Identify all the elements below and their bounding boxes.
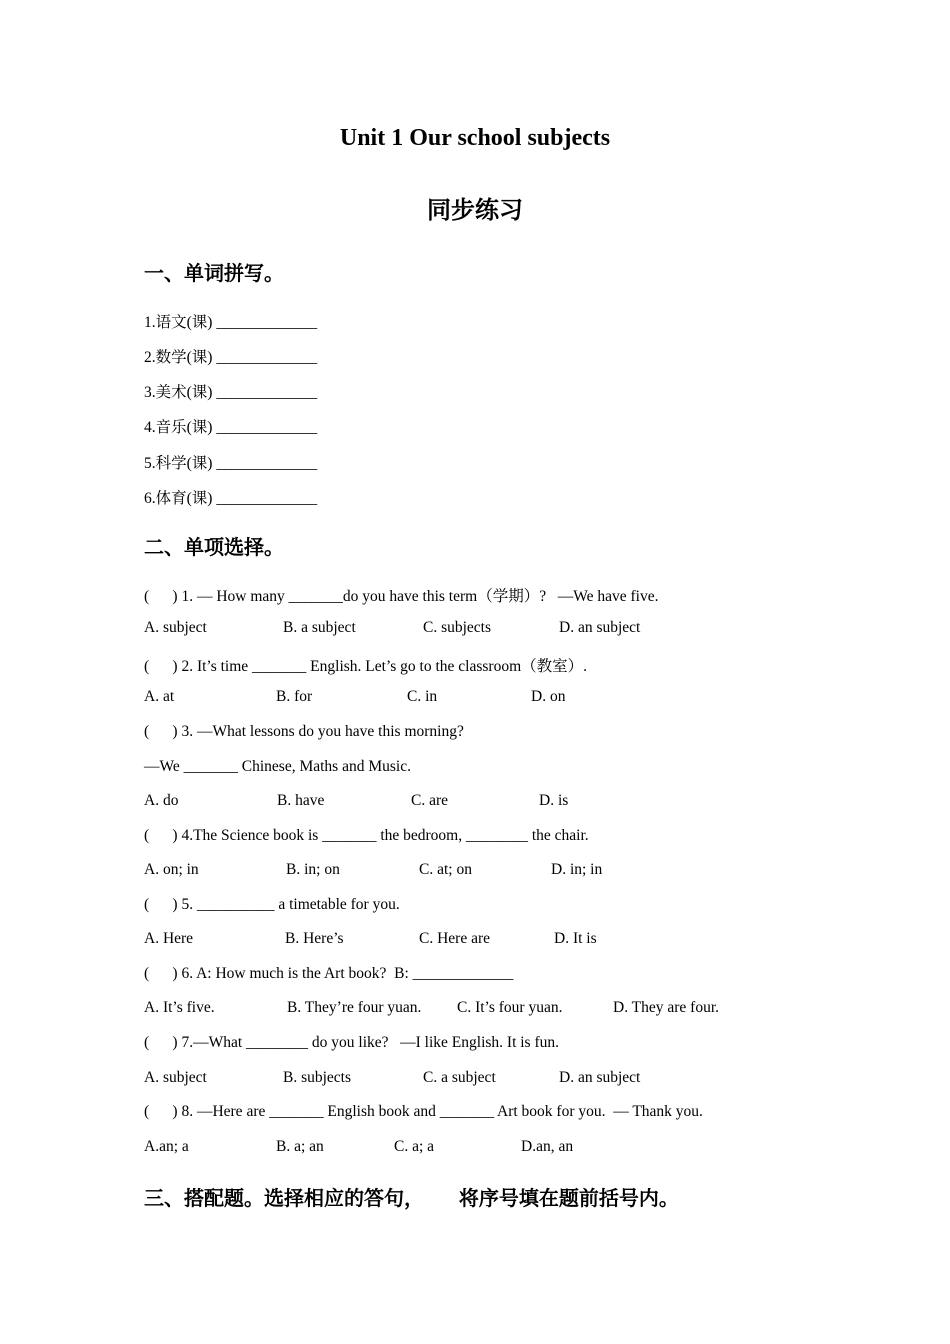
spelling-item: 5.科学(课) _____________: [144, 455, 318, 472]
question-4-options: [144, 861, 844, 881]
question-2-options: [144, 688, 844, 708]
page-title: Unit 1 Our school subjects: [339, 125, 611, 151]
page-subtitle: 同步练习: [427, 196, 523, 224]
spelling-item: 6.体育(课) _____________: [144, 490, 318, 507]
option-d: D. an subject: [559, 619, 641, 636]
option-c: C. It’s four yuan.: [457, 999, 563, 1016]
option-d: D. It is: [554, 930, 597, 947]
option-d: D. is: [539, 792, 569, 809]
question-1-options: [144, 619, 844, 639]
section-1-heading: 一、单词拼写。: [144, 261, 284, 285]
question-6-options: [144, 999, 844, 1019]
option-d: D. They are four.: [613, 999, 720, 1016]
question-4-stem: ( ) 4.The Science book is _______ the bedroom, ________ the chair.: [144, 827, 589, 844]
option-a: A. at: [144, 688, 175, 705]
question-7-options: [144, 1069, 844, 1089]
option-c: C. a; a: [394, 1138, 435, 1155]
option-d: D. an subject: [559, 1069, 641, 1086]
question-2-stem: ( ) 2. It’s time _______ English. Let’s go to the classroom（教室）.: [144, 658, 587, 675]
spelling-item: 2.数学(课) _____________: [144, 349, 318, 366]
section-3-heading: 三、搭配题。选择相应的答句， 将序号填在题前括号内。: [144, 1186, 679, 1210]
option-d: D. on: [531, 688, 566, 705]
option-c: C. subjects: [423, 619, 492, 636]
spelling-item: 4.音乐(课) _____________: [144, 419, 318, 436]
option-b: B. a subject: [283, 619, 356, 636]
question-8-options: [144, 1138, 844, 1158]
option-b: B. have: [277, 792, 325, 809]
option-b: B. a; an: [276, 1138, 324, 1155]
question-3-stem: ( ) 3. —What lessons do you have this morning?: [144, 723, 464, 740]
option-c: C. Here are: [419, 930, 490, 947]
question-6-stem: ( ) 6. A: How much is the Art book? B: _____________: [144, 965, 514, 982]
option-c: C. a subject: [423, 1069, 496, 1086]
question-3-stem-continued: —We _______ Chinese, Maths and Music.: [144, 758, 411, 775]
option-c: C. are: [411, 792, 449, 809]
question-5-options: [144, 930, 844, 950]
option-a: A. do: [144, 792, 179, 809]
option-a: A. subject: [144, 619, 207, 636]
spelling-item: 3.美术(课) _____________: [144, 384, 318, 401]
option-b: B. subjects: [283, 1069, 352, 1086]
question-5-stem: ( ) 5. __________ a timetable for you.: [144, 896, 400, 913]
question-7-stem: ( ) 7.—What ________ do you like? —I like English. It is fun.: [144, 1034, 559, 1051]
option-a: A.an; a: [144, 1138, 189, 1155]
spelling-item: 1.语文(课) _____________: [144, 314, 318, 331]
option-b: B. Here’s: [285, 930, 344, 947]
option-c: C. in: [407, 688, 438, 705]
option-a: A. subject: [144, 1069, 207, 1086]
option-b: B. They’re four yuan.: [287, 999, 422, 1016]
option-b: B. for: [276, 688, 313, 705]
option-b: B. in; on: [286, 861, 340, 878]
question-1-stem: ( ) 1. — How many _______do you have this term（学期）? —We have five.: [144, 588, 659, 605]
option-a: A. Here: [144, 930, 194, 947]
section-2-heading: 二、单项选择。: [144, 535, 284, 559]
option-d: D. in; in: [551, 861, 603, 878]
option-a: A. It’s five.: [144, 999, 215, 1016]
question-3-options: [144, 792, 844, 812]
option-d: D.an, an: [521, 1138, 574, 1155]
option-a: A. on; in: [144, 861, 199, 878]
question-8-stem: ( ) 8. —Here are _______ English book and _______ Art book for you. — Thank you.: [144, 1103, 703, 1120]
option-c: C. at; on: [419, 861, 472, 878]
